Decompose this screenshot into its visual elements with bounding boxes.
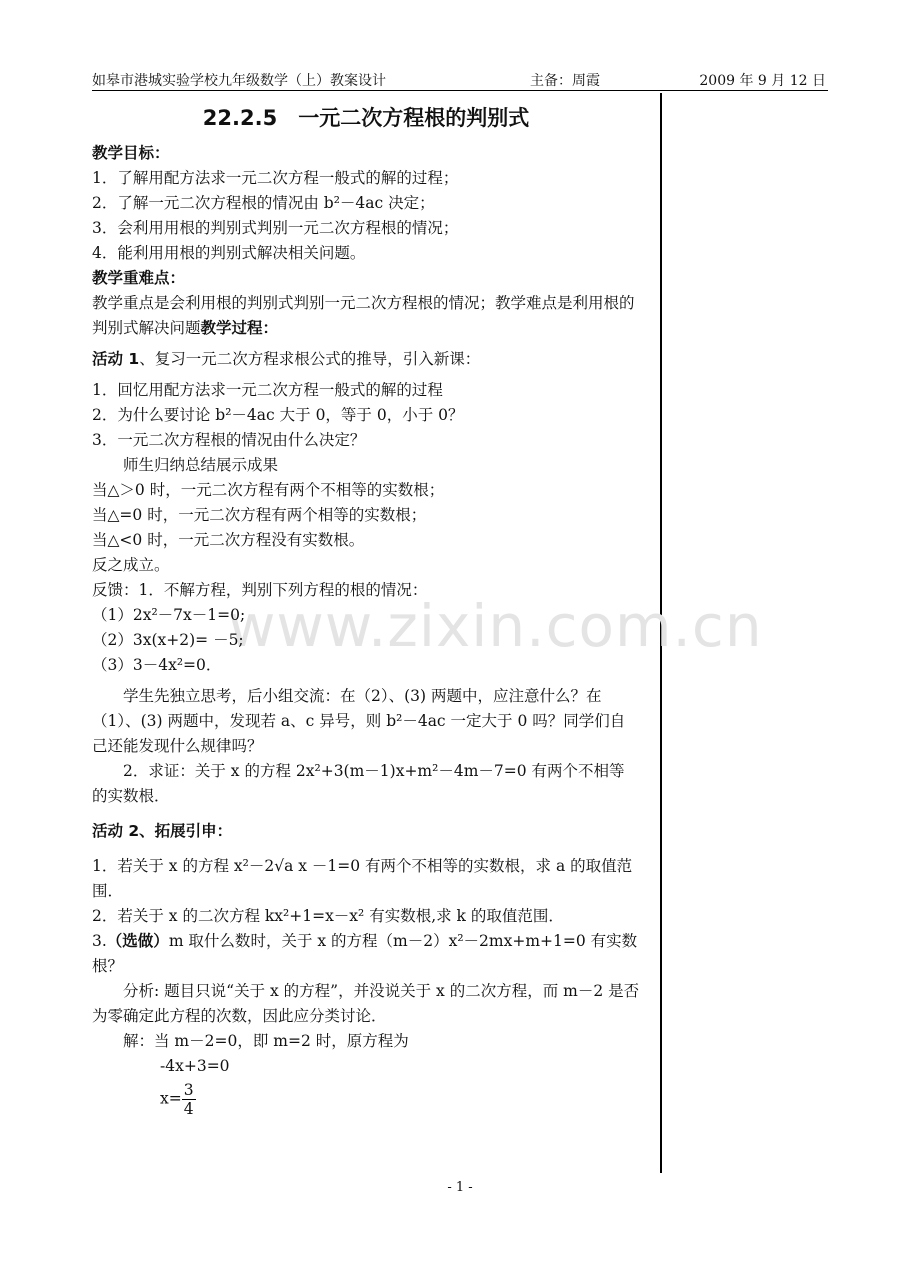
discussion-paragraph: 学生先独立思考，后小组交流：在（2）、(3) 两题中，应注意什么？在（1）、(3) 两题中，发现若 a、c 异号，则 b²－4ac 一定大于 0 吗？同学们自己还能发现什么规律吗？	[92, 687, 626, 755]
key-heading: 教学重难点：	[92, 269, 186, 287]
fraction-denominator: 4	[183, 1100, 194, 1118]
key-paragraph	[92, 291, 640, 341]
header-date: 2009 年 9 月 12 日	[699, 73, 826, 89]
activity2-heading: 活动 2、拓展引申：	[92, 822, 233, 840]
goal-item: 2．了解一元二次方程根的情况由 b²－4ac 决定；	[92, 194, 435, 212]
header-author: 主备：周霞	[530, 73, 600, 89]
goals-heading: 教学目标：	[92, 144, 170, 162]
summary-line: 当△<0 时，一元二次方程没有实数根。	[92, 531, 365, 549]
solution-x: x=	[160, 1089, 182, 1108]
activity2-item: 2．若关于 x 的二次方程 kx²+1=x－x² 有实数根,求 k 的取值范围．	[92, 907, 564, 925]
activity2-item: 1．若关于 x 的方程 x²－2√a x －1=0 有两个不相等的实数根，求 a 的取值范围．	[92, 857, 633, 900]
activity1-item: 1．回忆用配方法求一元二次方程一般式的解的过程	[92, 381, 443, 399]
activity1-heading	[92, 347, 640, 372]
solution-line: 解：当 m－2=0，即 m=2 时，原方程为	[123, 1032, 409, 1050]
solution-equation: -4x+3=0	[160, 1057, 230, 1075]
activity2-item3	[92, 929, 640, 979]
solution-fraction	[182, 1081, 196, 1118]
item3-optional-tag: （选做）	[106, 932, 169, 950]
summary-line: 反之成立。	[92, 556, 170, 574]
summary-line: 当△=0 时，一元二次方程有两个相等的实数根；	[92, 506, 427, 524]
summary-intro: 师生归纳总结展示成果	[123, 456, 279, 474]
activity1-label: 活动 1	[92, 350, 140, 368]
goal-item: 1．了解用配方法求一元二次方程一般式的解的过程；	[92, 169, 459, 187]
process-heading: 教学过程：	[200, 319, 279, 337]
item3-prefix: 3.	[92, 932, 107, 950]
feedback-line: 反馈：1．不解方程，判别下列方程的根的情况：	[92, 581, 428, 599]
proof-paragraph: 2．求证：关于 x 的方程 2x²+3(m－1)x+m²－4m－7=0 有两个不相等的实数根．	[92, 762, 625, 805]
header-school: 如皋市港城实验学校九年级数学（上）教案设计	[92, 73, 386, 89]
page-header	[92, 70, 828, 91]
activity1-item: 3．一元二次方程根的情况由什么决定？	[92, 431, 366, 449]
page-title: 22.2.5 一元二次方程根的判别式	[202, 106, 530, 130]
activity1-text: 、复习一元二次方程求根公式的推导，引入新课：	[139, 350, 481, 368]
solution-result	[92, 1081, 640, 1118]
analysis-paragraph: 分析: 题目只说“关于 x 的方程”，并没说关于 x 的二次方程，而 m－2 是否为零确定此方程的次数，因此应分类讨论．	[92, 982, 640, 1025]
activity1-item: 2．为什么要讨论 b²－4ac 大于 0，等于 0，小于 0？	[92, 406, 464, 424]
equation-item: （1）2x²－7x－1=0;	[92, 606, 246, 624]
goal-item: 4．能利用用根的判别式解决相关问题。	[92, 244, 366, 262]
watermark: www.zixin.com.cn	[228, 592, 763, 660]
key-text: 教学重点是会利用根的判别式判别一元二次方程根的情况；教学难点是利用根的判别式解决问题	[92, 294, 635, 337]
fraction-numerator: 3	[183, 1081, 194, 1099]
equation-item: （3）3－4x²=0．	[92, 656, 222, 674]
lesson-content	[92, 100, 640, 1118]
equation-item: （2）3x(x+2)= －5;	[92, 631, 244, 649]
goal-item: 3．会利用用根的判别式判别一元二次方程根的情况；	[92, 219, 459, 237]
summary-line: 当△＞0 时，一元二次方程有两个不相等的实数根；	[92, 481, 445, 499]
page-number: - 1 -	[447, 1180, 473, 1195]
item3-text: m 取什么数时，关于 x 的方程（m－2）x²－2mx+m+1=0 有实数根？	[92, 932, 638, 975]
